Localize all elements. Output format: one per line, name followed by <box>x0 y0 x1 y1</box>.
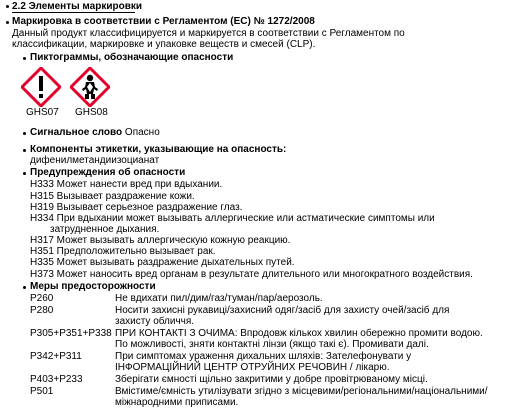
precaution-text: При симптомах ураження дихальних шляхів: Зателефонувати у <box>115 351 412 362</box>
signal-bullet <box>23 132 26 135</box>
precautions-heading: Меры предосторожности <box>30 281 156 292</box>
hazard-statement: H334 При вдыхании может вызывать аллергические или астматические симптомы или <box>30 213 435 224</box>
hazard-statement: H333 Может нанести вред при вдыхании. <box>30 179 223 190</box>
precaution-text: Вмістиме/ємність утилізувати згідно з місцевими/регіональними/національними/ <box>115 386 488 397</box>
labelling-description-line-2: классификации, маркировке и упаковке веществ и смесей (CLP). <box>12 39 316 50</box>
hazard-statement: H335 Может вызывать раздражение дыхательных путей. <box>30 257 295 268</box>
components-bullet <box>23 149 26 152</box>
precaution-text: Не вдихати пил/дим/газ/туман/пар/аерозоль. <box>115 293 323 304</box>
precaution-text: ПРИ КОНТАКТІ З ОЧИМА: Впродовж кількох хвилин обережно промити водою. <box>115 328 483 339</box>
pictograms-bullet <box>23 57 26 60</box>
hazard-statement: H317 Может вызывать аллергическую кожную реакцию. <box>30 235 291 246</box>
precaution-code: P305+P351+P338 <box>30 328 112 339</box>
section-bullet <box>6 5 9 8</box>
precaution-code: P342+P311 <box>30 351 82 362</box>
hazard-statement: H351 Предположительно вызывает рак. <box>30 246 216 257</box>
precaution-text: ІНФОРМАЦІЙНИЙ ЦЕНТР ОТРУЙНИХ РЕЧОВИН / лікарю. <box>115 362 390 373</box>
labelling-description-line-1: Данный продукт классифицируется и маркируется в соответствии с Регламентом по <box>12 28 405 39</box>
precaution-text: міжнародними приписами. <box>115 397 239 408</box>
precaution-text: По можливості, зняти контактні лінзи (якщо такі є). Промивати далі. <box>115 339 429 350</box>
exclamation-mark-icon <box>21 67 61 107</box>
section-title: 2.2 Элементы маркировки <box>12 1 143 12</box>
hazard-statements-heading: Предупреждения об опасности <box>30 167 186 178</box>
hazard-statement: H373 Может наносить вред органам в результате длительного или многократного воздействия. <box>30 269 473 280</box>
hazard-statement-continuation: затрудненное дыхания. <box>50 224 160 235</box>
components-heading: Компоненты этикетки, указывающие на опасность: <box>30 144 287 155</box>
precaution-text: захисту обличчя. <box>115 316 195 327</box>
labelling-heading: Маркировка в соответствии с Регламентом (ЕС) № 1272/2008 <box>12 16 315 27</box>
components-value: дифенилметандиизоцианат <box>30 155 160 166</box>
pictogram-label-ghs08: GHS08 <box>75 107 108 118</box>
precaution-text: Носити захисні рукавиці/захисний одяг/засіб для захисту очей/засіб для <box>115 305 450 316</box>
hazard-statement: H315 Вызывает раздражение кожи. <box>30 191 195 202</box>
precaution-code: P501 <box>30 386 54 397</box>
hazard-statement: H319 Вызывает серьезное раздражение глаз. <box>30 202 243 213</box>
signal-label: Сигнальное слово <box>30 127 123 138</box>
precautions-bullet <box>23 286 26 289</box>
health-hazard-icon <box>70 67 110 107</box>
pictogram-label-ghs07: GHS07 <box>26 107 59 118</box>
section-underline <box>12 12 135 13</box>
signal-value: Опасно <box>124 127 160 138</box>
precaution-code: P260 <box>30 293 54 304</box>
precaution-text: Зберігати ємності щільно закритими у добре провітрюваному місці. <box>115 374 428 385</box>
labelling-bullet <box>6 21 9 24</box>
precaution-code: P403+P233 <box>30 374 83 385</box>
signal-line <box>30 127 160 138</box>
precaution-code: P280 <box>30 305 54 316</box>
hazard-statements-bullet <box>23 172 26 175</box>
pictograms-heading: Пиктограммы, обозначающие опасности <box>30 52 234 63</box>
